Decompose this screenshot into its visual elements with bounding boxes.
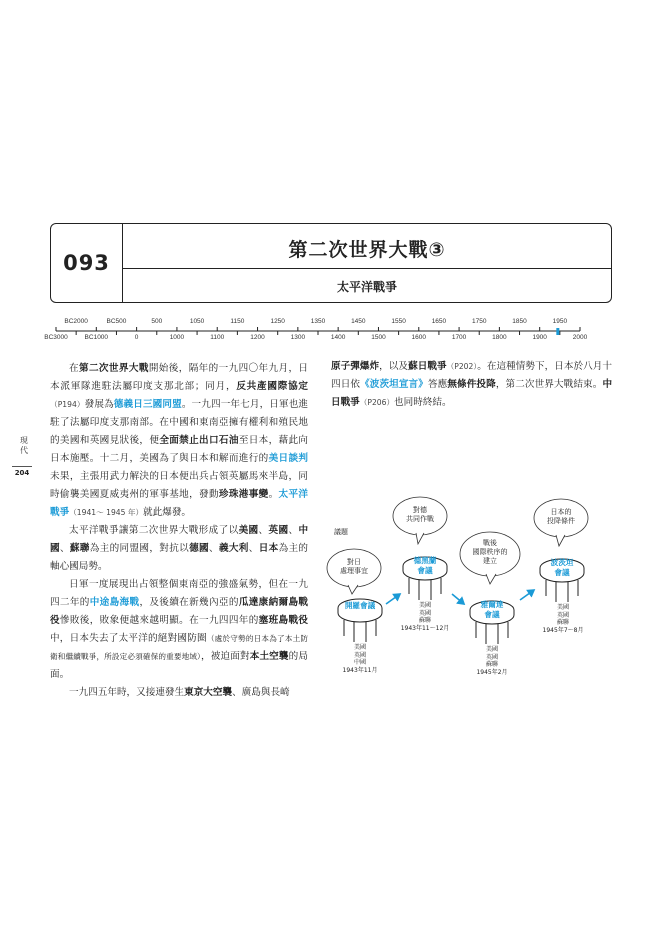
timeline-label: 1900 xyxy=(532,334,547,341)
reference-note: （P194） xyxy=(50,400,85,409)
page-subtitle: 太平洋戰爭 xyxy=(336,279,397,294)
highlighted-term: 《波茨坦宣言》 xyxy=(360,379,428,390)
bubble-text: 對德 共同作戰 xyxy=(406,506,434,523)
highlighted-term: 中途島海戰 xyxy=(89,597,140,608)
timeline-label: 1050 xyxy=(189,318,205,325)
timeline-label: 1100 xyxy=(210,334,225,341)
bold-term: 東京大空襲 xyxy=(184,687,233,698)
conference-members: 美國 英國 蘇聯 1945年2月 xyxy=(476,646,508,676)
bold-term: 美國 xyxy=(238,525,259,536)
era-timeline xyxy=(40,314,610,350)
bold-term: 中國 xyxy=(50,525,309,554)
timeline-label: 1550 xyxy=(391,318,406,325)
text-run: 中，日本失去了太平洋的絕對國防圈 xyxy=(50,633,207,644)
topic-header xyxy=(50,223,612,303)
bold-term: 英國 xyxy=(268,525,289,536)
page-title: 第二次世界大戰③ xyxy=(288,238,446,261)
text-run: 至日本，藉此向日本施壓。十二月，美國為了與日本和解而進行的 xyxy=(50,435,309,464)
timeline-marker xyxy=(556,328,559,335)
text-run: 答應 xyxy=(427,379,448,390)
highlighted-term: 太平洋戰爭 xyxy=(50,489,309,518)
text-run: 、 xyxy=(258,525,269,536)
timeline-label: 1800 xyxy=(492,334,507,341)
timeline-label: 1450 xyxy=(351,318,366,325)
bold-term: 全面禁止出口石油 xyxy=(159,435,239,446)
bold-term: 第二次世界大戰 xyxy=(78,363,149,374)
text-run: 就此爆發。 xyxy=(143,507,192,518)
text-run: 太平洋戰爭讓第二次世界大戰形成了以 xyxy=(69,525,239,536)
text-run: ，第二次世界大戰結束。 xyxy=(495,379,603,390)
bold-term: 瓜達康納爾島戰役 xyxy=(50,597,309,626)
conference-name: 雅爾達 會議 xyxy=(480,600,504,619)
text-run: ，被迫面對 xyxy=(201,651,250,662)
timeline-label: 1950 xyxy=(552,318,568,325)
conference-members: 美國 英國 蘇聯 1943年11～12月 xyxy=(400,602,450,632)
left-column xyxy=(50,360,308,702)
timeline-label: 1600 xyxy=(411,334,426,341)
text-run: 慘敗後，敗象便越來越明顯。在一九四四年的 xyxy=(59,615,259,626)
right-column xyxy=(331,358,612,412)
text-run: 、 xyxy=(209,543,219,554)
highlighted-term: 德義日三國同盟 xyxy=(113,399,182,410)
bubble-text: 對日 處理事宜 xyxy=(340,558,368,575)
conference-name: 德黑蘭 會議 xyxy=(413,556,437,575)
timeline-label: BC3000 xyxy=(44,334,68,341)
bold-term: 塞班島戰役 xyxy=(258,615,309,626)
bold-term: 蘇聯 xyxy=(69,543,90,554)
text-run: 、 xyxy=(59,543,70,554)
bold-term: 無條件投降 xyxy=(447,379,496,390)
timeline-label: 1400 xyxy=(330,334,346,341)
timeline-label: 1350 xyxy=(310,318,326,325)
timeline-label: BC500 xyxy=(106,318,127,325)
text-run: 、廣島與長崎 xyxy=(232,687,290,698)
bold-term: 反共產國際協定 xyxy=(236,381,309,392)
section-label: 現代 xyxy=(19,436,29,456)
timeline-label: 500 xyxy=(151,318,163,325)
text-run: 一九四五年時，又接連發生 xyxy=(69,687,185,698)
bold-term: 日本 xyxy=(258,543,279,554)
page-number: 204 xyxy=(14,469,30,477)
paragraph xyxy=(50,684,308,702)
bold-term: 本土空襲 xyxy=(249,651,289,662)
bold-term: 中日戰爭 xyxy=(331,379,613,408)
conference-members: 美國 英國 蘇聯 1945年7～8月 xyxy=(542,604,584,634)
bold-term: 原子彈爆炸 xyxy=(331,361,380,372)
text-run: 為主的同盟國，對抗以 xyxy=(89,543,190,554)
text-run: 發展為 xyxy=(84,399,114,410)
reference-note: （P206） xyxy=(359,398,395,407)
timeline-label: 1000 xyxy=(169,334,185,341)
timeline-label: BC2000 xyxy=(64,318,88,325)
text-run: 。 xyxy=(268,489,279,500)
paragraph xyxy=(50,576,308,684)
text-run: 、 xyxy=(248,543,259,554)
timeline-label: 0 xyxy=(134,334,139,341)
timeline-label: 1650 xyxy=(431,318,447,325)
bubble-text: 戰後 國際秩序的 建立 xyxy=(472,539,508,565)
text-run: 、 xyxy=(288,525,299,536)
text-run: ，及後續在新幾內亞的 xyxy=(139,597,239,608)
reference-note: （1941～ 1945 年） xyxy=(69,508,144,517)
timeline-label: 1700 xyxy=(451,334,467,341)
bubble-text: 日本的 投降條件 xyxy=(547,508,575,525)
paragraph xyxy=(50,360,308,522)
text-run: 也同時終結。 xyxy=(394,397,452,408)
reference-note: （處於守勢的日本為了本土防衛和繼續戰爭，所設定必須確保的重要地域） xyxy=(50,634,309,661)
text-run: 的局面。 xyxy=(50,651,309,680)
bold-term: 德國 xyxy=(189,543,209,554)
bold-term: 珍珠港事變 xyxy=(218,489,269,500)
timeline-label: 1250 xyxy=(270,318,285,325)
title-divider xyxy=(123,268,611,269)
bold-term: 蘇日戰爭 xyxy=(408,361,447,372)
conference-name: 波茨坦 會議 xyxy=(550,558,574,577)
text-run: 為主的軸心國局勢。 xyxy=(50,543,309,572)
paragraph xyxy=(50,522,308,576)
text-run: 。一九四一年七月，日軍也進駐了法屬印度支那南部。在中國和東南亞擁有權利和殖民地的美國和英國見狀後，便 xyxy=(50,399,309,446)
timeline-label: 1750 xyxy=(471,318,487,325)
text-run: 在 xyxy=(69,363,79,374)
conference-diagram xyxy=(318,496,618,696)
conference-members: 美國 英國 中國 1943年11月 xyxy=(342,644,378,674)
text-run: 。在這種情勢下，日本於八月十四日依 xyxy=(331,361,613,390)
topic-number: 093 xyxy=(51,224,123,302)
topic-label: 議題 xyxy=(334,528,348,536)
paragraph xyxy=(331,358,612,412)
text-run: 日軍一度展現出占領整個東南亞的強盛氣勢，但在一九四二年的 xyxy=(50,579,308,608)
timeline-label: 2000 xyxy=(572,334,588,341)
timeline-label: BC1000 xyxy=(84,334,109,341)
text-run: 開始後，隔年的一九四〇年九月，日本派軍隊進駐法屬印度支那北部；同月， xyxy=(50,363,309,392)
conference-name: 開羅會議 xyxy=(344,601,376,610)
bold-term: 義大利 xyxy=(218,543,249,554)
timeline-label: 1300 xyxy=(290,334,306,341)
timeline-label: 1200 xyxy=(250,334,265,341)
highlighted-term: 美日談判 xyxy=(268,453,309,464)
text-run: 未果，主張用武力解決的日本便出兵占領英屬馬來半島，同時偷襲美國夏威夷州的軍事基地，發動 xyxy=(50,471,308,500)
text-run: ，以及 xyxy=(379,361,409,372)
timeline-label: 1500 xyxy=(371,334,386,341)
side-divider xyxy=(12,466,32,467)
reference-note: （P202） xyxy=(446,362,478,371)
timeline-label: 1150 xyxy=(230,318,245,325)
timeline-label: 1850 xyxy=(512,318,527,325)
